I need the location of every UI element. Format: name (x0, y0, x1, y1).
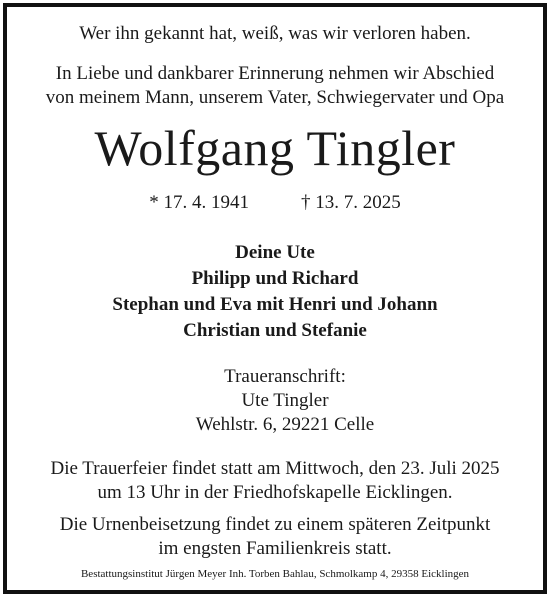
address-name: Ute Tingler (241, 390, 329, 411)
notice-border (3, 3, 547, 594)
address-heading: Traueranschrift: (224, 366, 346, 387)
family-line-3: Stephan und Eva mit Henri und Johann (112, 294, 438, 315)
death-date: † 13. 7. 2025 (301, 192, 401, 213)
burial-line-1: Die Urnenbeisetzung findet zu einem späteren Zeitpunkt (59, 514, 491, 535)
family-line-2: Philipp und Richard (191, 268, 359, 289)
service-line-2: um 13 Uhr in der Friedhofskapelle Eicklingen. (97, 482, 453, 503)
intro-line-2: von meinem Mann, unserem Vater, Schwiegervater und Opa (45, 87, 505, 108)
family-line-1: Deine Ute (235, 242, 315, 263)
burial-line-2: im engsten Familienkreis statt. (158, 538, 392, 559)
service-line-1: Die Trauerfeier findet statt am Mittwoch, den 23. Juli 2025 (50, 458, 500, 479)
life-dates (7, 192, 543, 214)
verse-line: Wer ihn gekannt hat, weiß, was wir verloren haben. (79, 23, 471, 44)
deceased-name: Wolfgang Tingler (94, 120, 456, 176)
intro-line-1: In Liebe und dankbarer Erinnerung nehmen wir Abschied (55, 63, 495, 84)
birth-date: * 17. 4. 1941 (149, 192, 249, 213)
address-street: Wehlstr. 6, 29221 Celle (195, 414, 375, 435)
family-line-4: Christian und Stefanie (183, 320, 367, 341)
obituary-notice (7, 7, 543, 590)
funeral-home-footer: Bestattungsinstitut Jürgen Meyer Inh. Torben Bahlau, Schmolkamp 4, 29358 Eicklingen (80, 568, 470, 580)
